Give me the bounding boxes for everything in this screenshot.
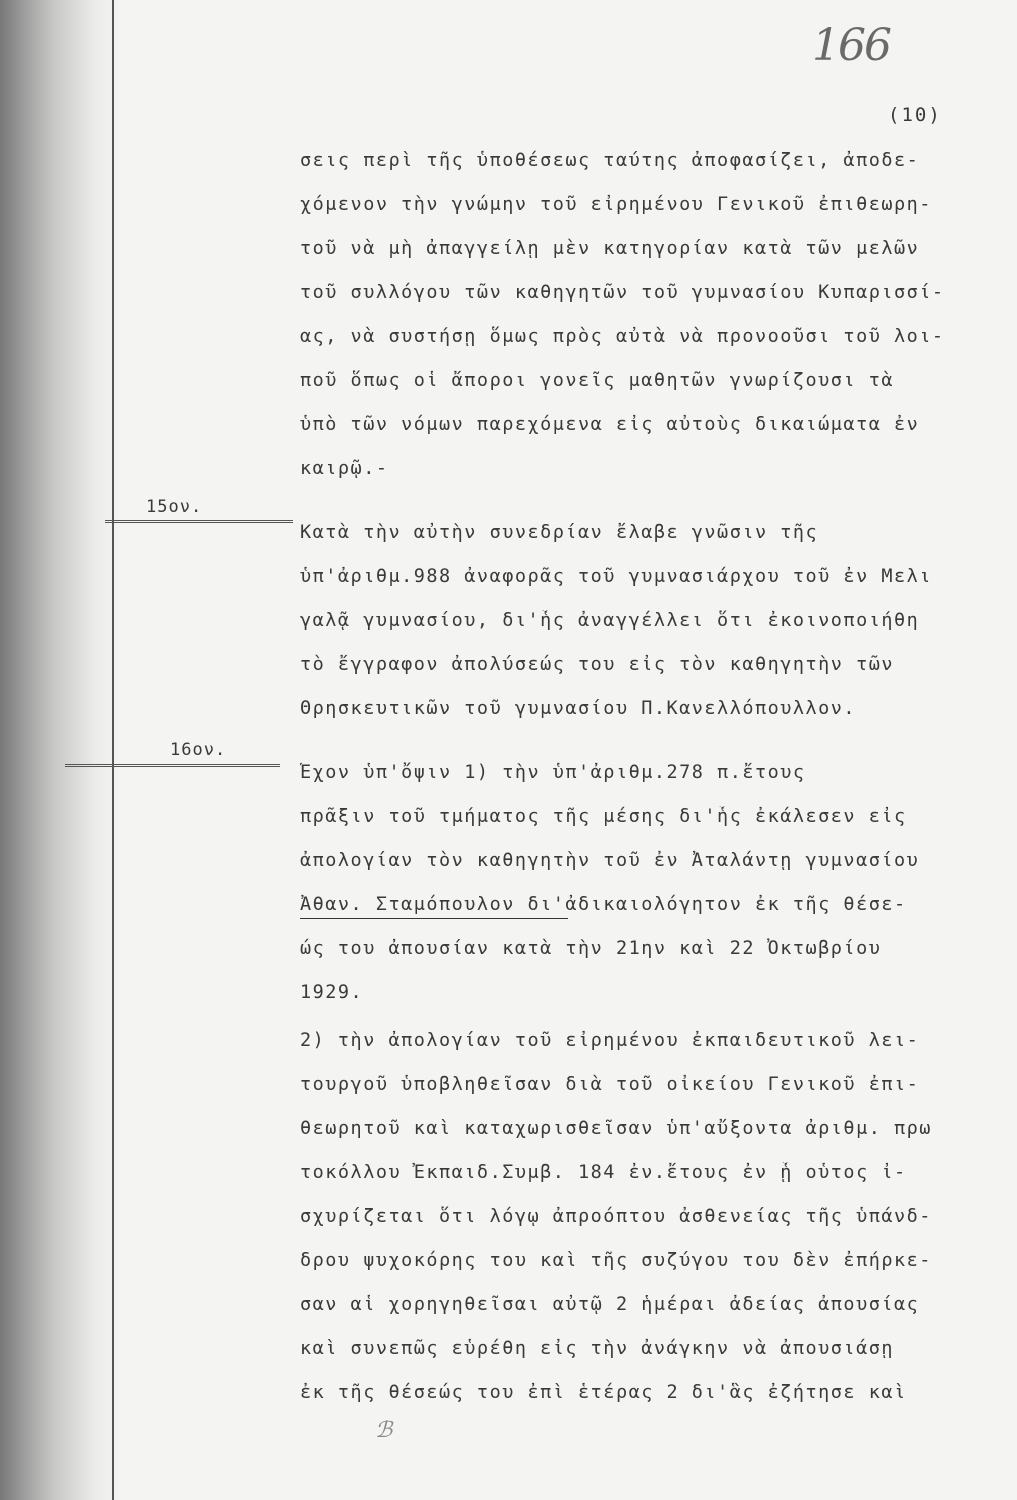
text-line: Ἀθαν. Σταμόπουλον δι'ἀδικαιολόγητον ἐκ τῆς θέσε- bbox=[300, 894, 907, 915]
text-line: 1929. bbox=[300, 982, 364, 1003]
text-line: ώς του ἀπουσίαν κατὰ τὴν 21ην καὶ 22 Ὀκτωβρίου bbox=[300, 938, 882, 959]
text-line: τοῦ νὰ μὴ ἀπαγγείλῃ μὲν κατηγορίαν κατὰ τῶν μελῶν bbox=[300, 238, 920, 259]
text-line: 2) τὴν ἀπολογίαν τοῦ εἰρημένου ἐκπαιδευτικοῦ λει- bbox=[300, 1030, 920, 1051]
text-line: ὑπὸ τῶν νόμων παρεχόμενα εἰς αὐτοὺς δικαιώματα ἐν bbox=[300, 414, 920, 435]
text-line: τοῦ συλλόγου τῶν καθηγητῶν τοῦ γυμνασίου Κυπαρισσί- bbox=[300, 282, 945, 303]
text-line: γαλᾷ γυμνασίου, δι'ἧς ἀναγγέλλει ὅτι ἐκοινοποιήθη bbox=[300, 610, 920, 631]
name-underline bbox=[300, 918, 568, 919]
binding-shadow bbox=[0, 0, 120, 1500]
text-line: σεις περὶ τῆς ὑποθέσεως ταύτης ἀποφασίζει, ἀποδε- bbox=[300, 150, 920, 171]
pencil-mark: ℬ bbox=[375, 1418, 393, 1443]
text-line: καιρῷ.- bbox=[300, 458, 389, 479]
text-line: τουργοῦ ὑποβληθεῖσαν διὰ τοῦ οἰκείου Γενικοῦ ἐπι- bbox=[300, 1074, 920, 1095]
text-line: ποῦ ὅπως οἱ ἄποροι γονεῖς μαθητῶν γνωρίζουσι τὰ bbox=[300, 370, 894, 391]
binding-edge bbox=[112, 0, 114, 1500]
margin-rule-15 bbox=[105, 520, 293, 523]
text-line: ας, νὰ συστήσῃ ὅμως πρὸς αὐτὰ νὰ προνοοῦσι τοῦ λοι- bbox=[300, 326, 945, 347]
text-line: χόμενον τὴν γνώμην τοῦ εἰρημένου Γενικοῦ ἐπιθεωρη- bbox=[300, 194, 932, 215]
text-line: ἐκ τῆς θέσεώς του ἐπὶ ἑτέρας 2 δι'ἃς ἐζήτησε καὶ bbox=[300, 1382, 907, 1403]
text-line: καὶ συνεπῶς εὑρέθη εἰς τὴν ἀνάγκην νὰ ἀπουσιάσῃ bbox=[300, 1338, 894, 1359]
text-line: δρου ψυχοκόρης του καὶ τῆς συζύγου του δὲν ἐπήρκε- bbox=[300, 1250, 932, 1271]
text-line: Θρησκευτικῶν τοῦ γυμνασίου Π.Κανελλόπουλλον. bbox=[300, 698, 857, 719]
text-line: τὸ ἔγγραφον ἀπολύσεώς του εἰς τὸν καθηγητὴν τῶν bbox=[300, 654, 894, 675]
page-number: (10) bbox=[888, 104, 942, 126]
text-line: Ἔχον ὑπ'ὄψιν 1) τὴν ὑπ'ἀριθμ.278 π.ἔτους bbox=[300, 762, 806, 783]
text-line: πρᾶξιν τοῦ τμήματος τῆς μέσης δι'ἧς ἐκάλεσεν εἰς bbox=[300, 806, 907, 827]
handwritten-page-number: 166 bbox=[812, 20, 890, 71]
margin-note-15: 15ον. bbox=[146, 497, 203, 517]
margin-note-16: 16ον. bbox=[170, 740, 227, 760]
text-line: ἀπολογίαν τὸν καθηγητὴν τοῦ ἐν Ἀταλάντῃ γυμνασίου bbox=[300, 850, 920, 871]
text-line: θεωρητοῦ καὶ καταχωρισθεῖσαν ὑπ'αὔξοντα ἀριθμ. πρω bbox=[300, 1118, 932, 1139]
text-line: σχυρίζεται ὅτι λόγῳ ἀπροόπτου ἀσθενείας τῆς ὑπάνδ- bbox=[300, 1206, 932, 1227]
text-line: σαν αἱ χορηγηθεῖσαι αὐτῷ 2 ἡμέραι ἀδείας ἀπουσίας bbox=[300, 1294, 920, 1315]
margin-rule-16 bbox=[65, 764, 280, 767]
text-line: ὑπ'ἀριθμ.988 ἀναφορᾶς τοῦ γυμνασιάρχου τοῦ ἐν Μελι bbox=[300, 566, 932, 587]
text-line: τοκόλλου Ἐκπαιδ.Συμβ. 184 ἐν.ἔτους ἐν ᾗ οὗτος ἰ- bbox=[300, 1162, 907, 1183]
text-line: Κατὰ τὴν αὐτὴν συνεδρίαν ἔλαβε γνῶσιν τῆς bbox=[300, 522, 819, 543]
